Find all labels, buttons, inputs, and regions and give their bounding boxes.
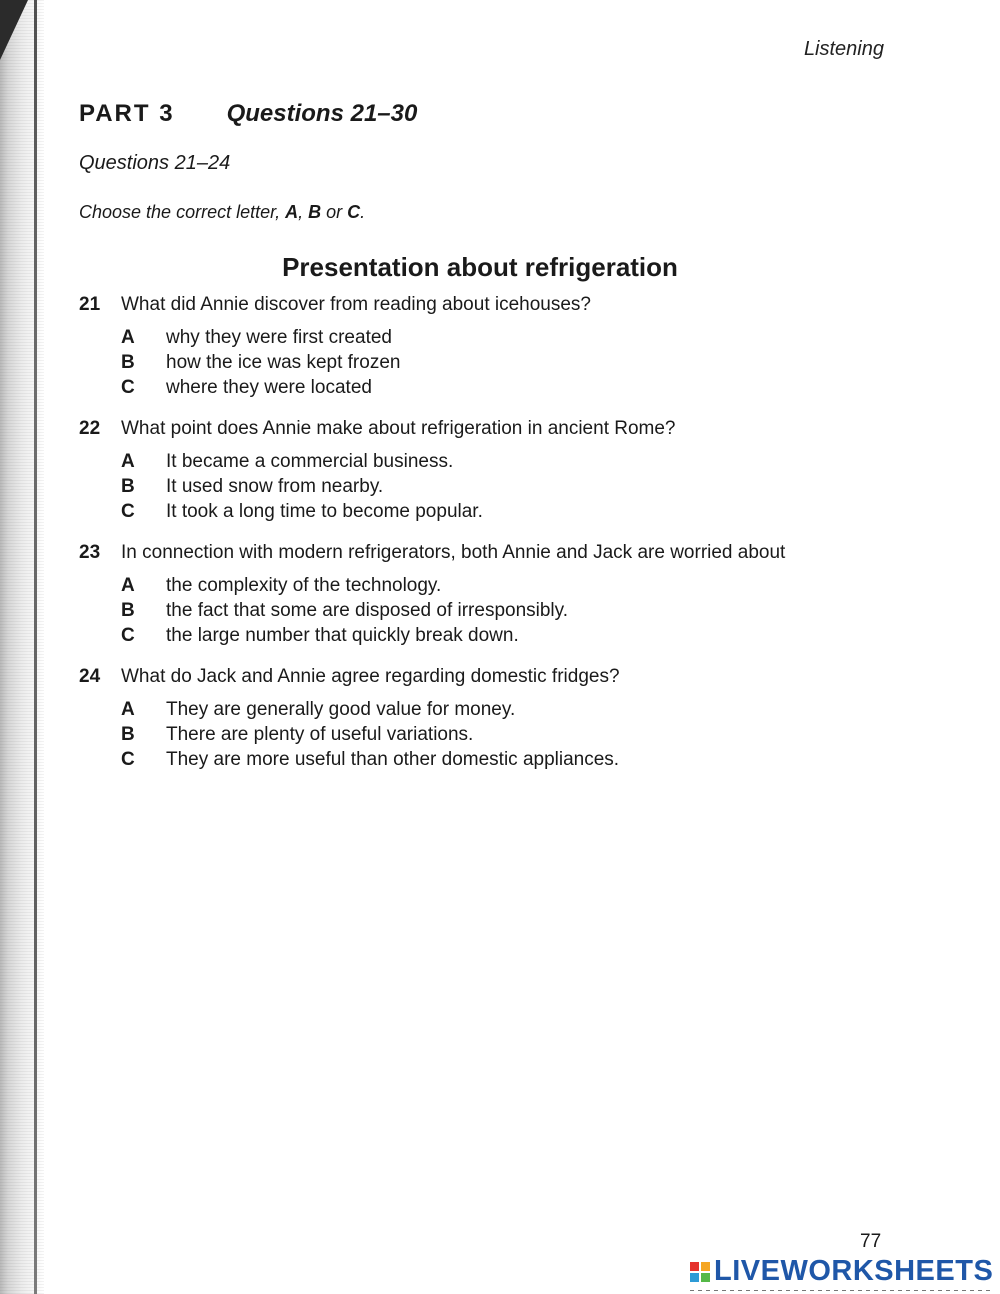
question-text: What do Jack and Annie agree regarding domestic fridges?: [121, 666, 620, 687]
logo-square-3: [690, 1273, 699, 1282]
option-a[interactable]: A It became a commercial business.: [121, 451, 454, 472]
question-number: 22: [79, 418, 101, 439]
page-corner: [0, 0, 28, 60]
option-c[interactable]: C They are more useful than other domestic appliances.: [121, 749, 620, 770]
page-number: 77: [860, 1231, 882, 1252]
question-number: 23: [79, 542, 101, 563]
question-22: [79, 418, 959, 526]
option-b[interactable]: B There are plenty of useful variations.: [121, 724, 474, 745]
option-c[interactable]: C the large number that quickly break down.: [121, 625, 519, 646]
section-label: Listening: [803, 38, 884, 60]
question-23: [79, 542, 959, 650]
question-number: 21: [79, 294, 101, 315]
option-list: [121, 451, 959, 526]
logo-square-1: [690, 1262, 699, 1271]
part-label: PART 3: [79, 100, 175, 127]
question-text: What point does Annie make about refrigeration in ancient Rome?: [121, 418, 676, 439]
question-text: What did Annie discover from reading about icehouses?: [121, 294, 591, 315]
option-b[interactable]: B the fact that some are disposed of irresponsibly.: [121, 600, 569, 621]
option-a[interactable]: A why they were first created: [121, 327, 392, 348]
brand-name: LIVEWORKSHEETS: [714, 1255, 994, 1287]
question-24: [79, 666, 959, 774]
question-21: [79, 294, 959, 402]
presentation-title: Presentation about refrigeration: [282, 252, 678, 282]
page-binding-shadow: [0, 0, 44, 1294]
logo-square-2: [701, 1262, 710, 1271]
option-list: [121, 327, 959, 402]
option-list: [121, 699, 959, 774]
option-a[interactable]: A They are generally good value for money.: [121, 699, 516, 720]
option-c[interactable]: C It took a long time to become popular.: [121, 501, 483, 522]
option-b[interactable]: B It used snow from nearby.: [121, 476, 384, 497]
liveworksheets-brand[interactable]: [690, 1255, 993, 1288]
option-a[interactable]: A the complexity of the technology.: [121, 575, 442, 596]
option-b[interactable]: B how the ice was kept frozen: [121, 352, 401, 373]
question-text: In connection with modern refrigerators, both Annie and Jack are worried about: [121, 542, 786, 563]
bottom-divider: [690, 1290, 990, 1291]
subsection-heading: Questions 21–24: [79, 152, 231, 174]
liveworksheets-logo-icon: [690, 1262, 710, 1282]
option-list: [121, 575, 959, 650]
instruction: Choose the correct letter, A, B or C.: [79, 202, 366, 222]
question-range: Questions 21–30: [226, 100, 418, 127]
option-c[interactable]: C where they were located: [121, 377, 372, 398]
part-heading: [79, 100, 417, 128]
question-number: 24: [79, 666, 101, 687]
page-binding-edge: [34, 0, 37, 1294]
logo-square-4: [701, 1273, 710, 1282]
